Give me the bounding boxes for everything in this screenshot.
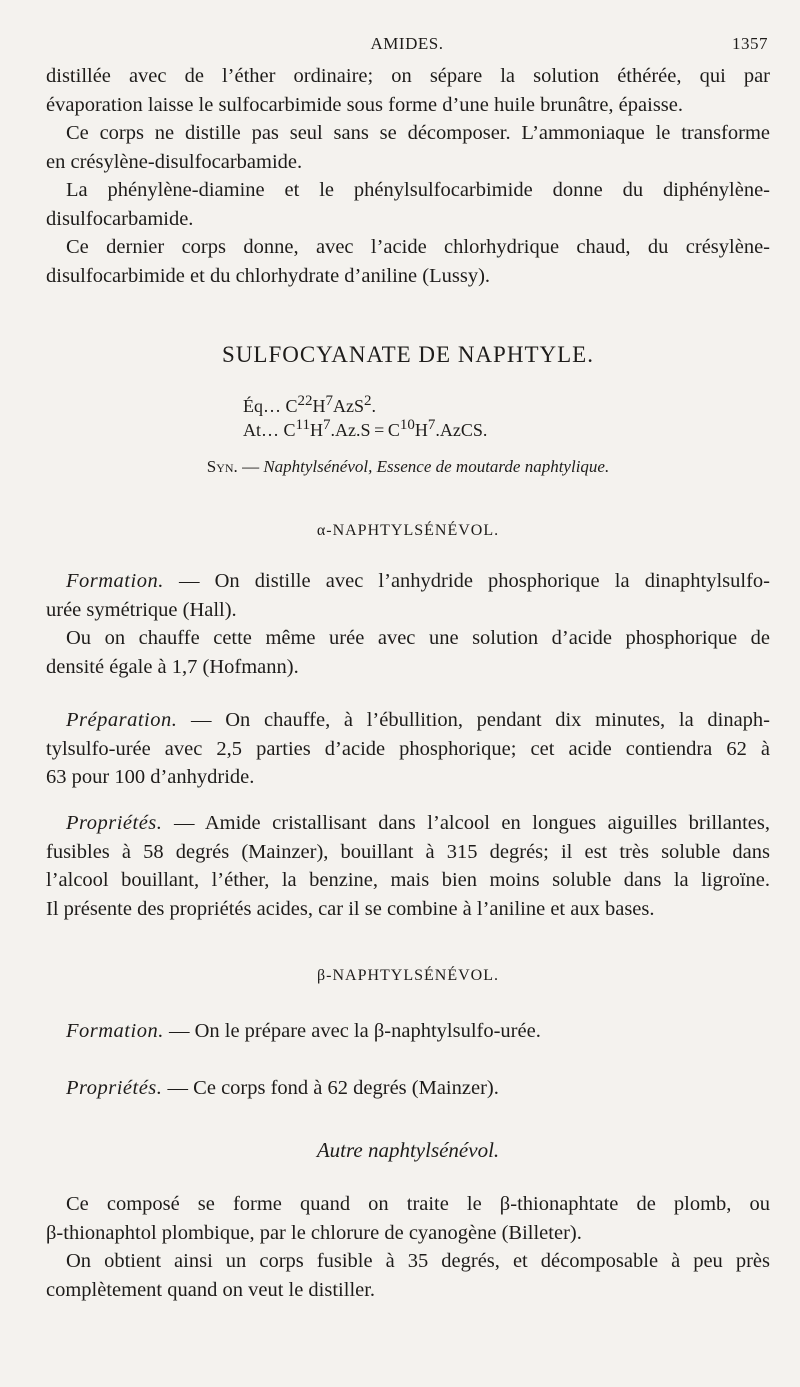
preparation-label: Préparation. [66,709,178,731]
running-title: AMIDES. [370,34,444,53]
paragraph-ammoniaque [46,119,770,176]
formula-index: 7 [322,417,331,433]
synonyms-dash: — [237,457,264,476]
formula-index: 2 [364,393,372,409]
formula-part: H [414,420,428,440]
text-line [46,567,770,596]
formula-part: H [309,420,323,440]
text-line: Il présente des propriétés acides, car il se combine à l’aniline et aux bases. [46,897,655,920]
text-line: densité égale à 1,7 (Hofmann). [46,655,299,678]
formula-label-eq: Éq… [243,396,281,416]
paragraph-phenylene [46,176,770,233]
synonyms-label: Syn. [206,457,238,476]
text-line: évaporation laisse le sulfocarbimide sous forme d’une huile brunâtre, épaisse. [46,93,684,116]
text-line: β-thionaphtol plombique, par le chlorure de cyanogène (Billeter). [46,1221,582,1244]
text-run: — On distille avec l’anhydride phosphorique la dinaphtylsulfo- [163,570,770,592]
formula-index: 10 [399,417,415,433]
text-line: complètement quand on veut le distiller. [46,1278,376,1301]
formula-index: 7 [427,417,436,433]
beta-proprietes [46,1074,770,1103]
text-line: fusibles à 58 degrés (Mainzer), bouillant à 315 degrés; il est très soluble dans [46,840,770,863]
text-line: disulfocarbamide. [46,207,194,230]
text-line: disulfocarbimide et du chlorhydrate d’aniline (Lussy). [46,264,491,287]
text-line: en crésylène-disulfocarbamide. [46,150,303,173]
text-line: urée symétrique (Hall). [46,598,237,621]
text-line: On obtient ainsi un corps fusible à 35 degrés, et décomposable à peu près [66,1250,770,1272]
beta-heading: β-NAPHTYLSÉNÉVOL. [316,967,499,984]
formation-label: Formation. [66,570,164,592]
proprietes-label: Propriétés. [66,812,163,834]
text-line: Ce composé se forme quand on traite le β-thionaphtate de plomb, ou [66,1193,770,1215]
text-line: l’alcool bouillant, l’éther, la benzine, mais bien moins soluble dans la ligroïne. [46,869,770,891]
alpha-proprietes [46,809,770,923]
formula-part: AzS [333,396,365,416]
formula-index: 11 [295,417,310,433]
text-run: — Amide cristallisant dans l’alcool en longues aiguilles brillantes, [162,812,770,834]
formula-part: H [312,396,326,416]
text-line: tylsulfo-urée avec 2,5 parties d’acide phosphorique; cet acide contiendra 62 à [46,737,770,760]
alpha-heading: α-NAPHTYLSÉNÉVOL. [316,522,500,539]
text-line: Ce corps ne distille pas seul sans se décomposer. L’ammoniaque le transforme [66,122,770,144]
proprietes-label: Propriétés. [66,1077,163,1099]
text-line [46,706,770,735]
running-header [46,34,768,58]
section-title: SULFOCYANATE DE NAPHTYLE. [222,342,594,367]
alpha-preparation [46,706,770,792]
page-number: 1357 [732,34,768,53]
text-line: Ou on chauffe cette même urée avec une solution d’acide phosphorique de [66,627,770,649]
text-run: — On chauffe, à l’ébullition, pendant dix minutes, la dinaph- [177,709,770,731]
synonyms-line [46,457,770,477]
formula-part: C [283,420,296,440]
text-run: — Ce corps fond à 62 degrés (Mainzer). [162,1077,499,1099]
text-line [46,1017,770,1046]
paragraph-lussy [46,233,770,290]
alpha-formation [46,567,770,681]
text-line: 63 pour 100 d’anhydride. [46,766,255,788]
intro-paragraphs [46,62,770,290]
text-line [46,809,770,838]
beta-formation [46,1017,770,1046]
formula-index: 7 [325,393,334,409]
formation-label: Formation. [66,1020,164,1042]
formula-part: .Az.S = C [330,420,400,440]
paragraph-continuation [46,62,770,119]
formula-atomic [243,413,487,442]
text-line [46,1074,770,1103]
text-line: La phénylène-diamine et le phénylsulfocarbimide donne du diphénylène- [66,179,770,201]
formula-part: . [371,396,377,416]
formula-label-at: At… [243,420,279,440]
autre-heading: Autre naphtylsénévol. [316,1138,500,1162]
formula-part: C [285,396,298,416]
formula-part: .AzCS. [435,420,488,440]
autre-paragraphs [46,1190,770,1304]
text-run: — On le prépare avec la β-naphtylsulfo-urée. [163,1020,541,1042]
text-line: Ce dernier corps donne, avec l’acide chlorhydrique chaud, du crésylène- [66,236,770,258]
text-line: distillée avec de l’éther ordinaire; on sépare la solution éthérée, qui par [46,65,770,87]
synonyms-text: Naphtylsénévol, Essence de moutarde naphtylique. [263,457,610,476]
formula-index: 22 [297,393,313,409]
